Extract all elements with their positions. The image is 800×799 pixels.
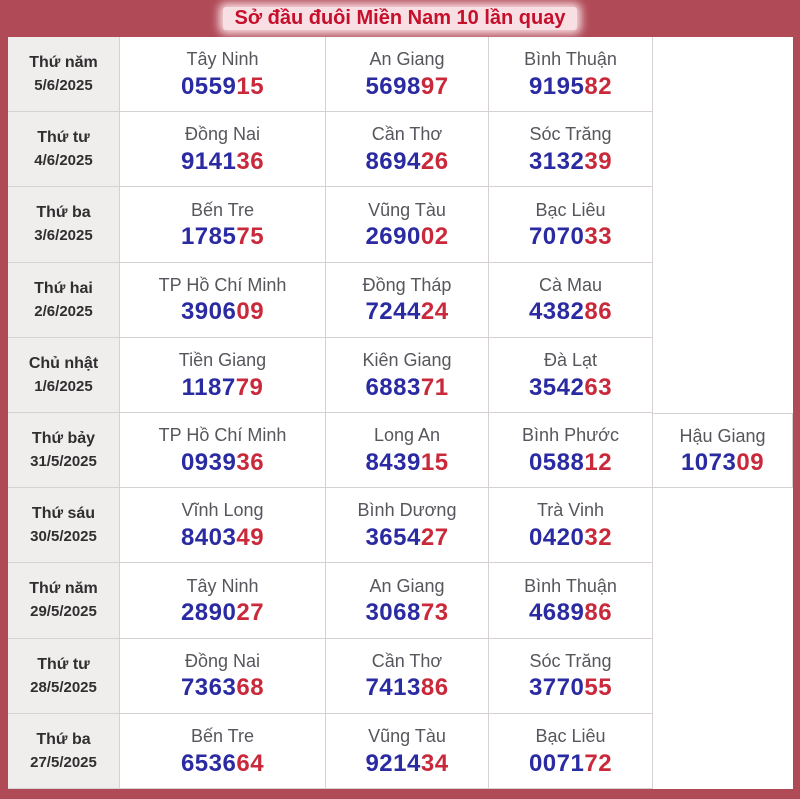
province-name: Cà Mau (538, 274, 603, 295)
number-tail: 75 (236, 223, 265, 251)
number-tail: 02 (420, 223, 449, 251)
province-name: Cần Thơ (371, 650, 443, 671)
number-head: 0939 (180, 448, 237, 476)
table-row (8, 338, 793, 413)
result-cell (120, 187, 326, 262)
result-cell (653, 413, 793, 488)
number-head: 3132 (528, 148, 585, 176)
date-label: 1/6/2025 (34, 377, 93, 395)
empty-cell (653, 338, 793, 413)
table-row (8, 488, 793, 563)
result-cell (326, 263, 489, 338)
province-name: Sóc Trăng (529, 124, 612, 145)
province-name: Vĩnh Long (181, 500, 264, 521)
result-cell (120, 263, 326, 338)
table-row (8, 413, 793, 488)
result-number (182, 375, 264, 400)
number-head: 2890 (180, 599, 237, 627)
province-name: Đồng Nai (184, 650, 261, 671)
number-head: 8694 (365, 148, 421, 176)
province-name: Hậu Giang (679, 425, 766, 446)
date-cell (8, 639, 120, 714)
result-number (365, 375, 448, 400)
number-head: 0559 (180, 72, 237, 100)
number-tail: 32 (584, 524, 613, 552)
number-tail: 72 (584, 749, 613, 777)
date-label: 28/5/2025 (30, 678, 97, 696)
province-name: Đồng Nai (184, 124, 261, 145)
result-number (365, 149, 448, 174)
result-cell (489, 338, 653, 413)
date-cell (8, 714, 120, 789)
number-tail: 27 (420, 524, 449, 552)
table-row (8, 37, 793, 112)
number-tail: 68 (236, 674, 265, 702)
day-label: Thứ sáu (31, 505, 96, 523)
date-cell (8, 37, 120, 112)
result-number (365, 600, 448, 625)
result-number (181, 675, 264, 700)
result-number (365, 525, 448, 550)
title-bar (0, 0, 800, 37)
result-number (365, 675, 448, 700)
table-row (8, 714, 793, 789)
province-name: Vũng Tàu (368, 725, 446, 746)
date-cell (8, 563, 120, 638)
result-number (181, 74, 264, 99)
number-head: 3770 (528, 674, 585, 702)
result-number (181, 525, 264, 550)
number-tail: 86 (584, 298, 613, 326)
result-cell (326, 413, 489, 488)
empty-cell (653, 488, 793, 563)
result-cell (489, 714, 653, 789)
number-head: 1785 (180, 223, 237, 251)
number-head: 0420 (528, 524, 585, 552)
province-name: Vũng Tàu (368, 199, 446, 220)
result-cell (120, 488, 326, 563)
result-cell (489, 488, 653, 563)
table-row (8, 187, 793, 262)
result-cell (489, 639, 653, 714)
number-tail: 33 (584, 223, 613, 251)
province-name: Bình Dương (357, 500, 457, 521)
result-cell (326, 37, 489, 112)
province-name: Long An (373, 425, 441, 446)
province-name: Bạc Liêu (535, 725, 606, 746)
number-head: 6883 (365, 373, 421, 401)
province-name: Bến Tre (190, 725, 255, 746)
date-cell (8, 413, 120, 488)
result-number (181, 450, 264, 475)
number-head: 2690 (365, 223, 421, 251)
number-head: 8439 (365, 448, 421, 476)
table-row (8, 639, 793, 714)
province-name: Cần Thơ (371, 124, 443, 145)
number-head: 4689 (528, 599, 585, 627)
number-head: 0071 (528, 749, 585, 777)
number-tail: 09 (736, 449, 765, 477)
province-name: TP Hồ Chí Minh (158, 425, 287, 446)
day-label: Thứ tư (37, 129, 90, 147)
province-name: Bình Phước (522, 425, 619, 446)
number-tail: 27 (236, 599, 265, 627)
result-number (529, 600, 612, 625)
result-cell (120, 714, 326, 789)
number-head: 7070 (528, 223, 585, 251)
number-tail: 36 (236, 148, 265, 176)
number-tail: 24 (420, 298, 449, 326)
result-cell (326, 639, 489, 714)
number-tail: 36 (236, 448, 265, 476)
result-number (529, 525, 612, 550)
result-cell (326, 112, 489, 187)
province-name: Đồng Tháp (362, 274, 452, 295)
number-head: 7244 (365, 298, 421, 326)
number-head: 1073 (680, 449, 737, 477)
number-tail: 63 (584, 373, 613, 401)
province-name: Sóc Trăng (529, 650, 612, 671)
number-head: 9214 (365, 749, 421, 777)
result-number (181, 149, 264, 174)
province-name: Tiền Giang (178, 349, 267, 370)
number-tail: 26 (420, 148, 449, 176)
number-tail: 09 (236, 298, 265, 326)
result-number (181, 600, 264, 625)
result-cell (120, 37, 326, 112)
result-number (529, 751, 612, 776)
empty-cell (653, 37, 793, 112)
day-label: Chủ nhật (28, 354, 99, 372)
empty-cell (653, 714, 793, 789)
result-cell (326, 338, 489, 413)
result-number (529, 675, 612, 700)
number-tail: 49 (236, 524, 265, 552)
province-name: Đà Lạt (543, 349, 598, 370)
day-label: Thứ ba (36, 204, 91, 222)
number-tail: 86 (420, 674, 449, 702)
empty-cell (653, 112, 793, 187)
table-row (8, 112, 793, 187)
number-head: 7413 (365, 674, 421, 702)
result-cell (326, 563, 489, 638)
day-label: Thứ ba (36, 730, 91, 748)
result-number (529, 299, 612, 324)
number-tail: 73 (420, 599, 449, 627)
number-tail: 39 (584, 148, 613, 176)
date-label: 4/6/2025 (34, 152, 93, 170)
number-head: 5698 (365, 72, 421, 100)
number-tail: 64 (236, 749, 265, 777)
result-cell (489, 563, 653, 638)
result-number (529, 224, 612, 249)
province-name: Trà Vinh (536, 500, 605, 521)
result-number (529, 149, 612, 174)
number-head: 3654 (365, 524, 421, 552)
number-tail: 55 (584, 674, 613, 702)
result-cell (489, 112, 653, 187)
number-head: 9141 (180, 148, 237, 176)
empty-cell (653, 563, 793, 638)
day-label: Thứ tư (37, 655, 90, 673)
table-row (8, 563, 793, 638)
date-cell (8, 488, 120, 563)
result-cell (120, 112, 326, 187)
result-number (365, 450, 448, 475)
result-cell (489, 263, 653, 338)
day-label: Thứ năm (29, 54, 98, 72)
date-label: 3/6/2025 (34, 227, 93, 245)
number-tail: 15 (236, 72, 265, 100)
result-cell (489, 37, 653, 112)
number-head: 4382 (528, 298, 585, 326)
page-title: Sở đầu đuôi Miền Nam 10 lần quay (223, 7, 578, 30)
province-name: An Giang (369, 49, 445, 70)
province-name: An Giang (369, 575, 445, 596)
number-head: 6536 (180, 749, 237, 777)
result-number (181, 299, 264, 324)
number-tail: 86 (584, 599, 613, 627)
number-tail: 71 (420, 373, 449, 401)
result-number (181, 751, 264, 776)
number-tail: 12 (584, 448, 613, 476)
result-cell (489, 187, 653, 262)
province-name: Tây Ninh (186, 575, 259, 596)
number-tail: 15 (420, 448, 449, 476)
empty-cell (653, 187, 793, 262)
result-number (529, 74, 612, 99)
date-cell (8, 187, 120, 262)
result-cell (120, 639, 326, 714)
result-cell (120, 563, 326, 638)
day-label: Thứ năm (29, 580, 98, 598)
date-label: 2/6/2025 (34, 302, 93, 320)
date-cell (8, 112, 120, 187)
number-head: 1187 (181, 373, 236, 401)
table-row (8, 263, 793, 338)
results-table (8, 37, 793, 789)
result-cell (120, 413, 326, 488)
result-number (529, 450, 612, 475)
date-label: 30/5/2025 (30, 528, 97, 546)
result-number (365, 751, 448, 776)
date-cell (8, 338, 120, 413)
result-number (681, 450, 764, 475)
number-head: 7363 (180, 674, 237, 702)
province-name: Bạc Liêu (535, 199, 606, 220)
result-number (365, 74, 448, 99)
province-name: Bình Thuận (524, 575, 617, 596)
number-head: 3068 (365, 599, 421, 627)
date-label: 27/5/2025 (30, 753, 97, 771)
result-cell (489, 413, 653, 488)
number-head: 0588 (528, 448, 585, 476)
empty-cell (653, 263, 793, 338)
result-number (181, 224, 264, 249)
result-cell (120, 338, 326, 413)
province-name: Bến Tre (190, 199, 255, 220)
number-head: 9195 (528, 72, 585, 100)
result-cell (326, 714, 489, 789)
number-head: 3906 (180, 298, 237, 326)
number-head: 8403 (180, 524, 237, 552)
date-label: 31/5/2025 (30, 453, 97, 471)
date-cell (8, 263, 120, 338)
result-number (365, 224, 448, 249)
result-cell (326, 488, 489, 563)
result-cell (326, 187, 489, 262)
result-number (529, 375, 612, 400)
number-head: 3542 (528, 373, 585, 401)
result-number (365, 299, 448, 324)
day-label: Thứ bảy (31, 430, 96, 448)
province-name: Tây Ninh (186, 49, 259, 70)
date-label: 5/6/2025 (34, 77, 93, 95)
date-label: 29/5/2025 (30, 603, 97, 621)
empty-cell (653, 639, 793, 714)
province-name: Kiên Giang (362, 349, 452, 370)
province-name: TP Hồ Chí Minh (158, 274, 287, 295)
day-label: Thứ hai (34, 279, 93, 297)
number-tail: 34 (420, 749, 449, 777)
number-tail: 97 (420, 72, 449, 100)
province-name: Bình Thuận (524, 49, 617, 70)
number-tail: 79 (235, 373, 264, 401)
number-tail: 82 (584, 72, 613, 100)
